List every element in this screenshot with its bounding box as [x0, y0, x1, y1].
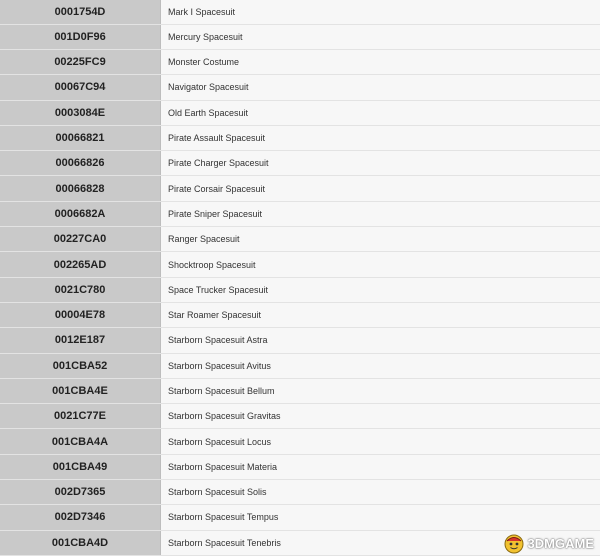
table-row	[0, 379, 600, 404]
item-code-cell: 00004E78	[0, 303, 161, 327]
item-name-cell: Monster Costume	[161, 50, 600, 74]
item-code-cell: 00067C94	[0, 75, 161, 99]
item-name-cell: Pirate Charger Spacesuit	[161, 151, 600, 175]
item-name-cell: Shocktroop Spacesuit	[161, 252, 600, 276]
site-watermark	[503, 532, 594, 554]
table-row	[0, 303, 600, 328]
item-code-cell: 0001754D	[0, 0, 161, 24]
item-name-cell: Pirate Sniper Spacesuit	[161, 202, 600, 226]
table-row	[0, 75, 600, 100]
item-name-cell: Pirate Assault Spacesuit	[161, 126, 600, 150]
item-name-cell: Mark I Spacesuit	[161, 0, 600, 24]
item-code-cell: 00227CA0	[0, 227, 161, 251]
item-code-cell: 002265AD	[0, 252, 161, 276]
watermark-text: 3DMGAME	[527, 535, 594, 551]
table-row	[0, 328, 600, 353]
table-row	[0, 354, 600, 379]
3dmgame-logo-icon	[503, 532, 525, 554]
item-name-cell: Starborn Spacesuit Materia	[161, 455, 600, 479]
item-code-cell: 0006682A	[0, 202, 161, 226]
item-code-cell: 0021C77E	[0, 404, 161, 428]
table-row	[0, 505, 600, 530]
item-name-cell: Star Roamer Spacesuit	[161, 303, 600, 327]
table-row	[0, 278, 600, 303]
item-code-cell: 001CBA4D	[0, 531, 161, 555]
item-code-cell: 002D7365	[0, 480, 161, 504]
item-name-cell: Navigator Spacesuit	[161, 75, 600, 99]
item-name-cell: Pirate Corsair Spacesuit	[161, 176, 600, 200]
table-row	[0, 50, 600, 75]
table-row	[0, 126, 600, 151]
item-code-cell: 00225FC9	[0, 50, 161, 74]
item-name-cell: Starborn Spacesuit Gravitas	[161, 404, 600, 428]
item-name-cell: Starborn Spacesuit Bellum	[161, 379, 600, 403]
item-code-cell: 001D0F96	[0, 25, 161, 49]
item-code-cell: 00066828	[0, 176, 161, 200]
table-row	[0, 151, 600, 176]
item-name-cell: Starborn Spacesuit Locus	[161, 429, 600, 453]
item-name-cell: Ranger Spacesuit	[161, 227, 600, 251]
table-row	[0, 202, 600, 227]
item-code-cell: 002D7346	[0, 505, 161, 529]
item-code-cell: 00066826	[0, 151, 161, 175]
table-row	[0, 25, 600, 50]
item-code-cell: 0012E187	[0, 328, 161, 352]
table-row	[0, 101, 600, 126]
item-code-cell: 001CBA4E	[0, 379, 161, 403]
item-code-cell: 001CBA49	[0, 455, 161, 479]
item-code-cell: 001CBA52	[0, 354, 161, 378]
table-row	[0, 0, 600, 25]
item-code-cell: 00066821	[0, 126, 161, 150]
item-code-cell: 001CBA4A	[0, 429, 161, 453]
item-name-cell: Starborn Spacesuit Solis	[161, 480, 600, 504]
item-name-cell: Starborn Spacesuit Tenebris	[161, 531, 600, 555]
item-name-cell: Old Earth Spacesuit	[161, 101, 600, 125]
table-row	[0, 227, 600, 252]
table-row	[0, 404, 600, 429]
table-row	[0, 429, 600, 454]
table-row	[0, 176, 600, 201]
item-name-cell: Mercury Spacesuit	[161, 25, 600, 49]
item-name-cell: Space Trucker Spacesuit	[161, 278, 600, 302]
item-name-cell: Starborn Spacesuit Astra	[161, 328, 600, 352]
item-code-cell: 0021C780	[0, 278, 161, 302]
table-row	[0, 480, 600, 505]
item-name-cell: Starborn Spacesuit Avitus	[161, 354, 600, 378]
item-name-cell: Starborn Spacesuit Tempus	[161, 505, 600, 529]
table-row	[0, 455, 600, 480]
item-code-cell: 0003084E	[0, 101, 161, 125]
table-row	[0, 252, 600, 277]
